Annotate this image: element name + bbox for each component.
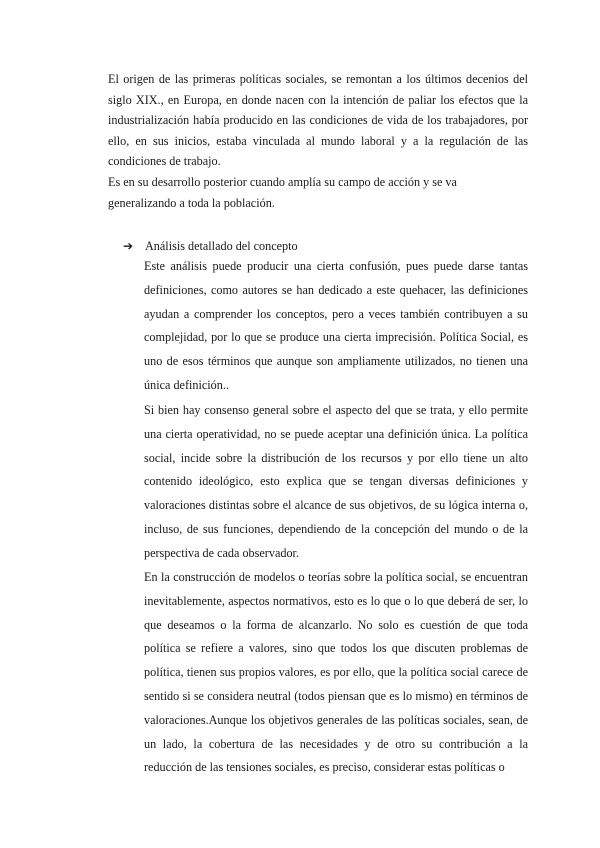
section-paragraph-2: Si bien hay consenso general sobre el aspecto del que se trata, y ello permite una cierta operatividad, no se puede aceptar una definición única. La política social, incide sobre la distribución de los recursos y por ello tiene un alto contenido ideológico, esto explica que se tengan diversas definiciones y valoraciones distintas sobre el alcance de sus objetivos, de su lógica interna o, incluso, de sus funciones, dependiendo de la concepción del mundo o de la perspectiva de cada observador. bbox=[144, 403, 528, 560]
section-paragraph-1: Este análisis puede producir una cierta confusión, pues puede darse tantas definiciones, como autores se han dedicado a este quehacer, las definiciones ayudan a comprender los conceptos, pero a veces también contribuyen a su complejidad, por lo que se produce una cierta imprecisión. Política Social, es uno de esos términos que aunque son ampliamente utilizados, no tienen una única definición.. bbox=[144, 259, 528, 392]
section-paragraph-3: En la construcción de modelos o teorías sobre la política social, se encuentran inevitablemente, aspectos normativos, esto es lo que o lo que deberá de ser, lo que deseamos o la forma de alcanzarlo. No solo es cuestión de que toda política se refiere a valores, sino que todos los que discuten problemas de política, tienen sus propios valores, es por ello, que la política social carece de sentido si se considera neutral (todos piensan que es lo mismo) en términos de valoraciones.Aunque los objetivos generales de las políticas sociales, sean, de un lado, la cobertura de las necesidades y de otro su contribución a la reducción de las tensiones sociales, es preciso, considerar estas políticas o bbox=[144, 570, 528, 775]
intro-paragraph-1: El origen de las primeras políticas sociales, se remontan a los últimos decenios del siglo XIX., en Europa, en donde nacen con la intención de paliar los efectos que la industrialización había producido en las condiciones de vida de los trabajadores, por ello, en sus inicios, estaba vinculada al mundo laboral y a la regulación de las condiciones de trabajo. bbox=[108, 72, 528, 168]
section-heading: Análisis detallado del concepto bbox=[145, 239, 298, 253]
section-heading-row bbox=[123, 236, 543, 257]
arrow-bullet-icon: ➔ bbox=[123, 239, 134, 253]
intro-paragraph-2: Es en su desarrollo posterior cuando amplía su campo de acción y se va generalizando a toda la población. bbox=[108, 175, 457, 210]
